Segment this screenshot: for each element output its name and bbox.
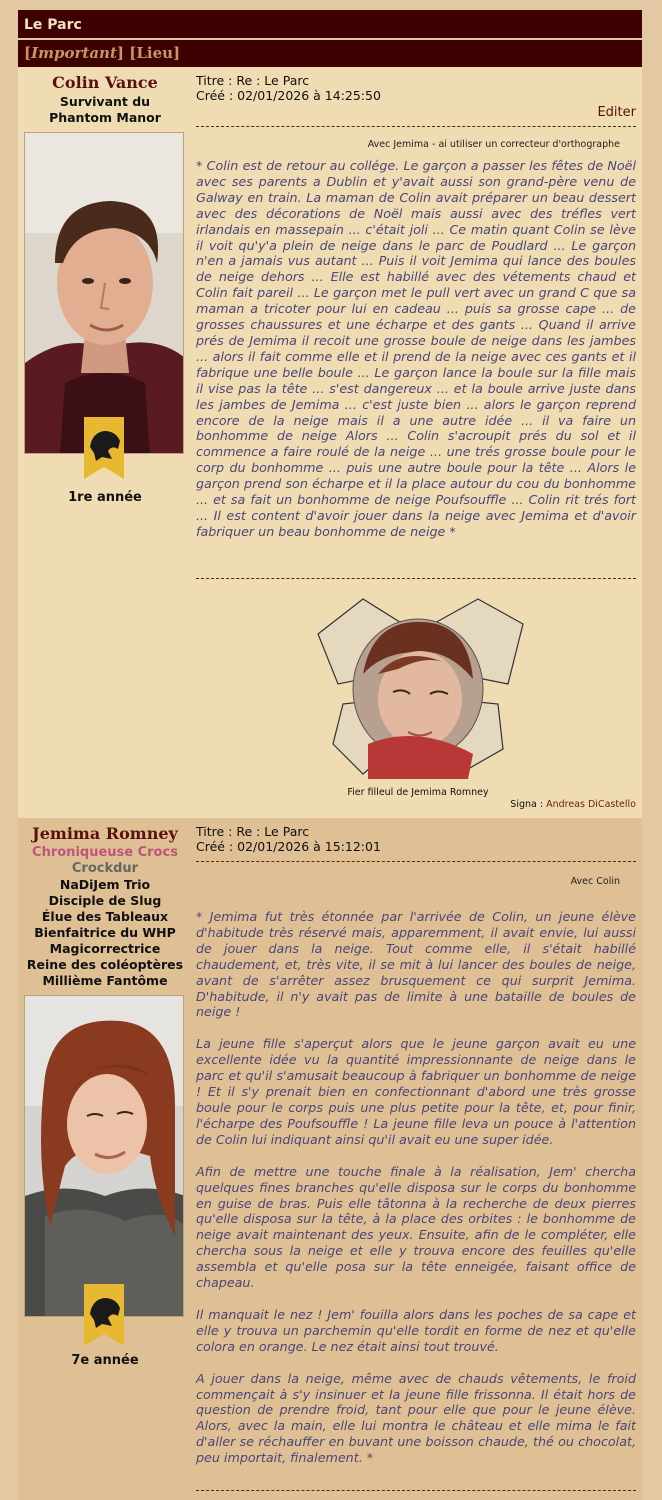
author-title: Élue des Tableaux	[41, 909, 169, 924]
topic-title: Le Parc	[24, 17, 82, 33]
hufflepuff-badge-icon	[82, 1284, 126, 1346]
edit-button[interactable]: Editer	[597, 105, 636, 120]
avatar-portrait	[25, 996, 184, 1317]
school-year: 7e année	[71, 1353, 139, 1368]
hufflepuff-badge-icon	[82, 417, 126, 479]
avatar-portrait	[25, 133, 184, 454]
tag-lieu-link[interactable]: Lieu	[136, 44, 174, 62]
post-jemima	[18, 818, 642, 1500]
post-content	[196, 818, 636, 1466]
author-title: Disciple de Slug	[48, 893, 162, 908]
signature-caption: Fier filleul de Jemima Romney	[347, 787, 489, 798]
divider	[196, 126, 636, 127]
post-paragraph: * Colin est de retour au collége. Le garçon a passer les fêtes de Noël avec ses parents a Dublin et y'avait aussi son grand-père venu de Galway en train. La maman de Colin avait préparer un beau dessert avec des décorations de Noël mais aussi avec des tréfles vert irlandais en massepain ... c'était joli ... Ce matin quant Colin se lève il voit qu'y'a plein de neige dans le parc de Poudlard ... Le garçon n'en a jamais vus autant ... Puis il voit Jemima qui lance des boules de neige dehors ... Elle est habillé avec des vétements chaud et Colin fait pareil ... Le garçon met le pull vert avec un grand C que sa maman a tricoter pour lui en cadeau ... puis sa grosse cape ... de grosses chaussures et une écharpe et des gants ... Quand il arrive prés de Jemima il recoit une grosse boule de neige dans les jambes ... alors il fait comme elle et il prend de la neige avec ces gants et il fabrique une belle boule ... Le garçon lance la boule sur la fille mais il vise pas la tête ... s'est dangereux ... et la boule arrive juste dans les jambes de Jemima ... c'est juste bien ... alors le garçon reprend encore de la neige mais il a une autre idée ... il va faire un bonhomme de neige Alors ... Colin s'acroupit prés du sol et il commence a faire roulé de la neige ... une trés grosse boule pour le corp du bonhomme ... puis une autre boule pour la tête ... Alors le garçon prend son écharpe et il la place autour du cou du bonhomme ... et sa fait un bonhomme de neige Poufsouffle ... Colin rit trés fort ... Il est content d'avoir jouer dans la neige avec Jemima et d'avoir fabriquer un beau bonhomme de neige *	[196, 158, 636, 539]
author-title: Millième Fantôme	[42, 973, 168, 988]
divider	[196, 578, 636, 579]
topic-header	[18, 10, 642, 38]
signature-author-link[interactable]: Andreas DiCastello	[546, 799, 636, 810]
post-colin	[18, 67, 642, 818]
divider	[196, 861, 636, 862]
post-paragraph: La jeune fille s'aperçut alors que le jeune garçon avait eu une excellente idée vu la quantité impressionnante de neige dans le parc et qu'il s'amusait beaucoup à fabriquer un bonhomme de neige ! Et il s'y prenait bien en confectionnant d'abord une très grosse boule pour le corps puis une plus petite pour la tête, et, pour finir, l'écharpe des Poufsouffle ! La jeune fille leva un pouce à l'attention de Colin lui indiquant ainsi qu'il avait eu une super idée.	[196, 1036, 636, 1147]
avatar	[24, 132, 184, 454]
post-paragraph: A jouer dans la neige, même avec de chauds vêtements, le froid commençait à s'y insinuer et la jeune fille frissonna. Il était hors de question de prendre froid, tant pour elle que pour le jeune élève. Alors, avec la main, elle lui montra le château et elle mima le fait d'aller se réchauffer en buvant une boisson chaude, thé ou chocolat, peu importait, finalement. *	[196, 1370, 636, 1466]
tag-bar: [Important] [Lieu]	[18, 40, 642, 67]
author-title: NaDiJem Trio	[59, 877, 151, 892]
post-content	[196, 67, 636, 539]
author-title: Phantom Manor	[49, 110, 161, 125]
signature-image	[308, 594, 528, 779]
post-date: Créé : 02/01/2026 à 15:12:01	[196, 839, 381, 854]
post-body	[196, 909, 636, 1466]
tag-important-link[interactable]: Important	[31, 44, 117, 62]
post-paragraph: Afin de mettre une touche finale à la réalisation, Jem' chercha quelques fines branches qu'elle disposa sur le corps du bonhomme en guise de bras. Puis elle tâtonna à la recherche de deux pierres qu'elle disposa sur la tête, à la place des orbites : le bonhomme de neige avait maintenant des yeux. Ensuite, afin de le compléter, elle chercha sous la neige et elle y trouva encore des feuilles qu'elle assembla et qu'elle posa sur la tête enneigée, faisant office de chapeau.	[196, 1163, 636, 1291]
author-panel	[18, 818, 192, 989]
post-paragraph: Il manquait le nez ! Jem' fouilla alors dans les poches de sa cape et elle y trouva un parchemin qu'elle tordit en forme de nez et qu'elle colora en orange. Le nez était ainsi tout trouvé.	[196, 1306, 636, 1354]
with-note: Avec Colin	[570, 876, 620, 887]
post-subject: Titre : Re : Le Parc	[196, 824, 310, 839]
author-title: Reine des coléoptères	[26, 957, 184, 972]
avatar	[24, 995, 184, 1317]
author-title: Bienfaitrice du WHP	[34, 925, 176, 940]
post-body	[196, 158, 636, 540]
author-title: Chroniqueuse Crocs	[32, 845, 178, 860]
divider	[196, 1490, 636, 1491]
school-year: 1re année	[68, 490, 142, 505]
post-date: Créé : 02/01/2026 à 14:25:50	[196, 88, 381, 103]
author-title: Survivant du	[59, 94, 151, 109]
author-name[interactable]: Colin Vance	[52, 73, 158, 92]
author-name[interactable]: Jemima Romney	[32, 824, 178, 843]
with-note: Avec Jemima - ai utiliser un correcteur d'orthographe	[367, 139, 620, 150]
signature-credit: Signa : Andreas DiCastello	[510, 799, 636, 810]
author-panel	[18, 67, 192, 126]
post-paragraph: * Jemima fut très étonnée par l'arrivée de Colin, un jeune élève d'habitude très réservé mais, apparemment, il avait envie, lui aussi de jouer dans la neige. Tout comme elle, il s'était habillé chaudement, et, très vite, il se mit à lui lancer des boules de neige, avant de s'arrêter assez brusquement ce qui surprit Jemima. D'habitude, il n'y avait pas de limite à une bataille de boules de neige !	[196, 909, 636, 1020]
author-title: Magicorrectrice	[49, 941, 161, 956]
author-title: Crockdur	[71, 861, 139, 876]
post-subject: Titre : Re : Le Parc	[196, 73, 310, 88]
